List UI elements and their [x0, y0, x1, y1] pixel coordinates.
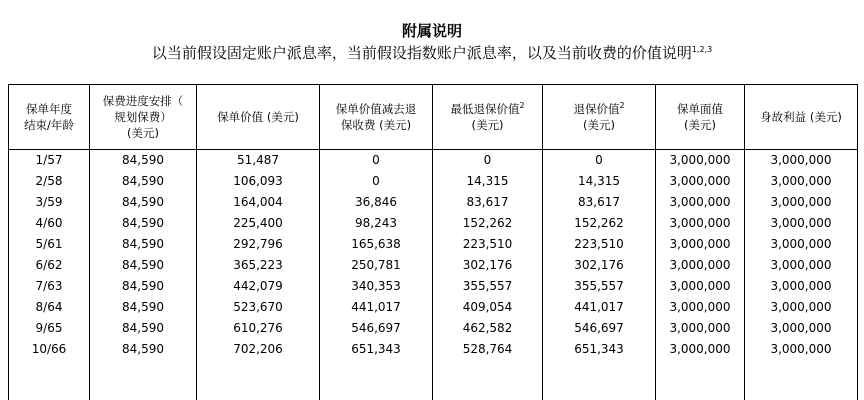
table-cell: 83,617: [433, 192, 543, 213]
table-cell: 3,000,000: [656, 213, 745, 234]
document-title: 附属说明: [401, 22, 462, 40]
table-cell: 3/59: [9, 192, 90, 213]
column-header-line: 保单价值减去退: [335, 102, 417, 116]
column-header-line: (美元): [127, 126, 159, 140]
table-cell: 84,590: [90, 213, 197, 234]
column-header-line: 保单年度: [26, 102, 72, 116]
table-cell: 546,697: [320, 318, 433, 339]
table-cell: 3,000,000: [656, 339, 745, 360]
table-cell: 441,017: [543, 297, 656, 318]
table-cell: 84,590: [90, 318, 197, 339]
table-cell: 7/63: [9, 276, 90, 297]
table-cell: 4/60: [9, 213, 90, 234]
column-header-line: 身故利益 (美元): [760, 110, 842, 124]
table-cell: 442,079: [197, 276, 320, 297]
column-header: [543, 85, 656, 150]
table-cell: 355,557: [433, 276, 543, 297]
column-header-line: 结束/年龄: [24, 118, 74, 132]
column-header: [745, 85, 858, 150]
column-header-line: (美元): [684, 118, 716, 132]
table-row: [9, 192, 858, 213]
subtitle-footnote-marker: 1,2,3: [691, 45, 713, 54]
table-cell: 3,000,000: [656, 297, 745, 318]
table-header-row: [9, 85, 858, 150]
column-header: [197, 85, 320, 150]
subtitle-text: 以当前假设固定账户派息率，当前假设指数账户派息率，以及当前收费的价值说明: [151, 44, 692, 62]
table-cell-empty: [656, 360, 745, 400]
column-header: [90, 85, 197, 150]
table-cell-empty: [197, 360, 320, 400]
table-cell: 164,004: [197, 192, 320, 213]
table-cell: 225,400: [197, 213, 320, 234]
table-cell: 3,000,000: [745, 234, 858, 255]
column-header-line: (美元): [583, 118, 615, 132]
table-cell-empty: [320, 360, 433, 400]
table-cell: 340,353: [320, 276, 433, 297]
table-body: [9, 150, 858, 400]
table-cell: 3,000,000: [745, 171, 858, 192]
table-cell: 152,262: [543, 213, 656, 234]
table-row: [9, 213, 858, 234]
table-row: [9, 318, 858, 339]
table-cell: 3,000,000: [656, 192, 745, 213]
table-cell: 302,176: [543, 255, 656, 276]
table-cell: 8/64: [9, 297, 90, 318]
table-cell: 0: [433, 150, 543, 172]
table-cell: 152,262: [433, 213, 543, 234]
table-cell: 165,638: [320, 234, 433, 255]
table-row: [9, 255, 858, 276]
table-cell: 0: [320, 150, 433, 172]
table-cell: 651,343: [543, 339, 656, 360]
column-header-line: 最低退保价值$^2$: [450, 101, 525, 116]
column-header: [320, 85, 433, 150]
table-cell: 523,670: [197, 297, 320, 318]
table-cell: 651,343: [320, 339, 433, 360]
table-cell: 36,846: [320, 192, 433, 213]
table-cell: 10/66: [9, 339, 90, 360]
table-cell: 1/57: [9, 150, 90, 172]
table-cell: 462,582: [433, 318, 543, 339]
table-row: [9, 234, 858, 255]
table-cell-empty: [90, 360, 197, 400]
table-row: [9, 150, 858, 172]
table-cell: 3,000,000: [656, 318, 745, 339]
table-cell: 528,764: [433, 339, 543, 360]
table-cell: 84,590: [90, 339, 197, 360]
column-header-line: (美元): [471, 118, 504, 132]
table-cell: 3,000,000: [656, 234, 745, 255]
table-cell: 610,276: [197, 318, 320, 339]
table-cell-empty: [433, 360, 543, 400]
column-header-line: 保单价值 (美元): [217, 110, 299, 124]
table-cell: 292,796: [197, 234, 320, 255]
table-cell: 409,054: [433, 297, 543, 318]
table-cell: 2/58: [9, 171, 90, 192]
table-cell: 3,000,000: [745, 255, 858, 276]
column-header-line: 规划保费）: [114, 110, 172, 124]
table-cell: 51,487: [197, 150, 320, 172]
table-cell-empty: [543, 360, 656, 400]
table-cell: 302,176: [433, 255, 543, 276]
table-cell: 83,617: [543, 192, 656, 213]
table-cell: 84,590: [90, 150, 197, 172]
table-cell: 223,510: [433, 234, 543, 255]
table-cell: 84,590: [90, 276, 197, 297]
table-cell: 5/61: [9, 234, 90, 255]
table-cell: 250,781: [320, 255, 433, 276]
table-row: [9, 276, 858, 297]
table-cell: 84,590: [90, 297, 197, 318]
table-row: [9, 339, 858, 360]
table-cell: 84,590: [90, 192, 197, 213]
table-cell: 84,590: [90, 255, 197, 276]
table-cell: 3,000,000: [745, 192, 858, 213]
table-cell: 84,590: [90, 171, 197, 192]
column-header: [433, 85, 543, 150]
table-cell: 3,000,000: [656, 276, 745, 297]
table-row: [9, 171, 858, 192]
policy-value-table: [8, 84, 858, 400]
table-cell: 98,243: [320, 213, 433, 234]
table-cell: 355,557: [543, 276, 656, 297]
table-cell: 0: [320, 171, 433, 192]
table-cell: 702,206: [197, 339, 320, 360]
document-subtitle: [0, 43, 864, 63]
table-cell: 3,000,000: [745, 213, 858, 234]
table-cell: 14,315: [433, 171, 543, 192]
table-cell: 365,223: [197, 255, 320, 276]
table-cell: 3,000,000: [745, 276, 858, 297]
column-header: [9, 85, 90, 150]
table-cell: 6/62: [9, 255, 90, 276]
table-row: [9, 297, 858, 318]
footnote-marker: 2: [619, 101, 625, 111]
table-cell: 3,000,000: [745, 297, 858, 318]
table-cell: 3,000,000: [656, 255, 745, 276]
column-header-line: 保收费 (美元): [340, 118, 412, 132]
table-cell: 3,000,000: [656, 171, 745, 192]
column-header-line: 保单面值: [677, 102, 723, 116]
table-cell: 441,017: [320, 297, 433, 318]
table-cell: 9/65: [9, 318, 90, 339]
table-cell: 223,510: [543, 234, 656, 255]
table-cell: 14,315: [543, 171, 656, 192]
footnote-marker: 2: [519, 101, 525, 111]
table-cell: 3,000,000: [745, 318, 858, 339]
table-cell: 106,093: [197, 171, 320, 192]
table-row-empty: [9, 360, 858, 400]
table-cell-empty: [745, 360, 858, 400]
table-cell: 84,590: [90, 234, 197, 255]
table-cell: 3,000,000: [656, 150, 745, 172]
table-cell: 3,000,000: [745, 339, 858, 360]
table-cell-empty: [9, 360, 90, 400]
table-cell: 546,697: [543, 318, 656, 339]
table-cell: 0: [543, 150, 656, 172]
column-header-line: 保费进度安排（: [102, 94, 184, 108]
column-header-line: 退保价值$^2$: [573, 101, 625, 116]
table-cell: 3,000,000: [745, 150, 858, 172]
column-header: [656, 85, 745, 150]
